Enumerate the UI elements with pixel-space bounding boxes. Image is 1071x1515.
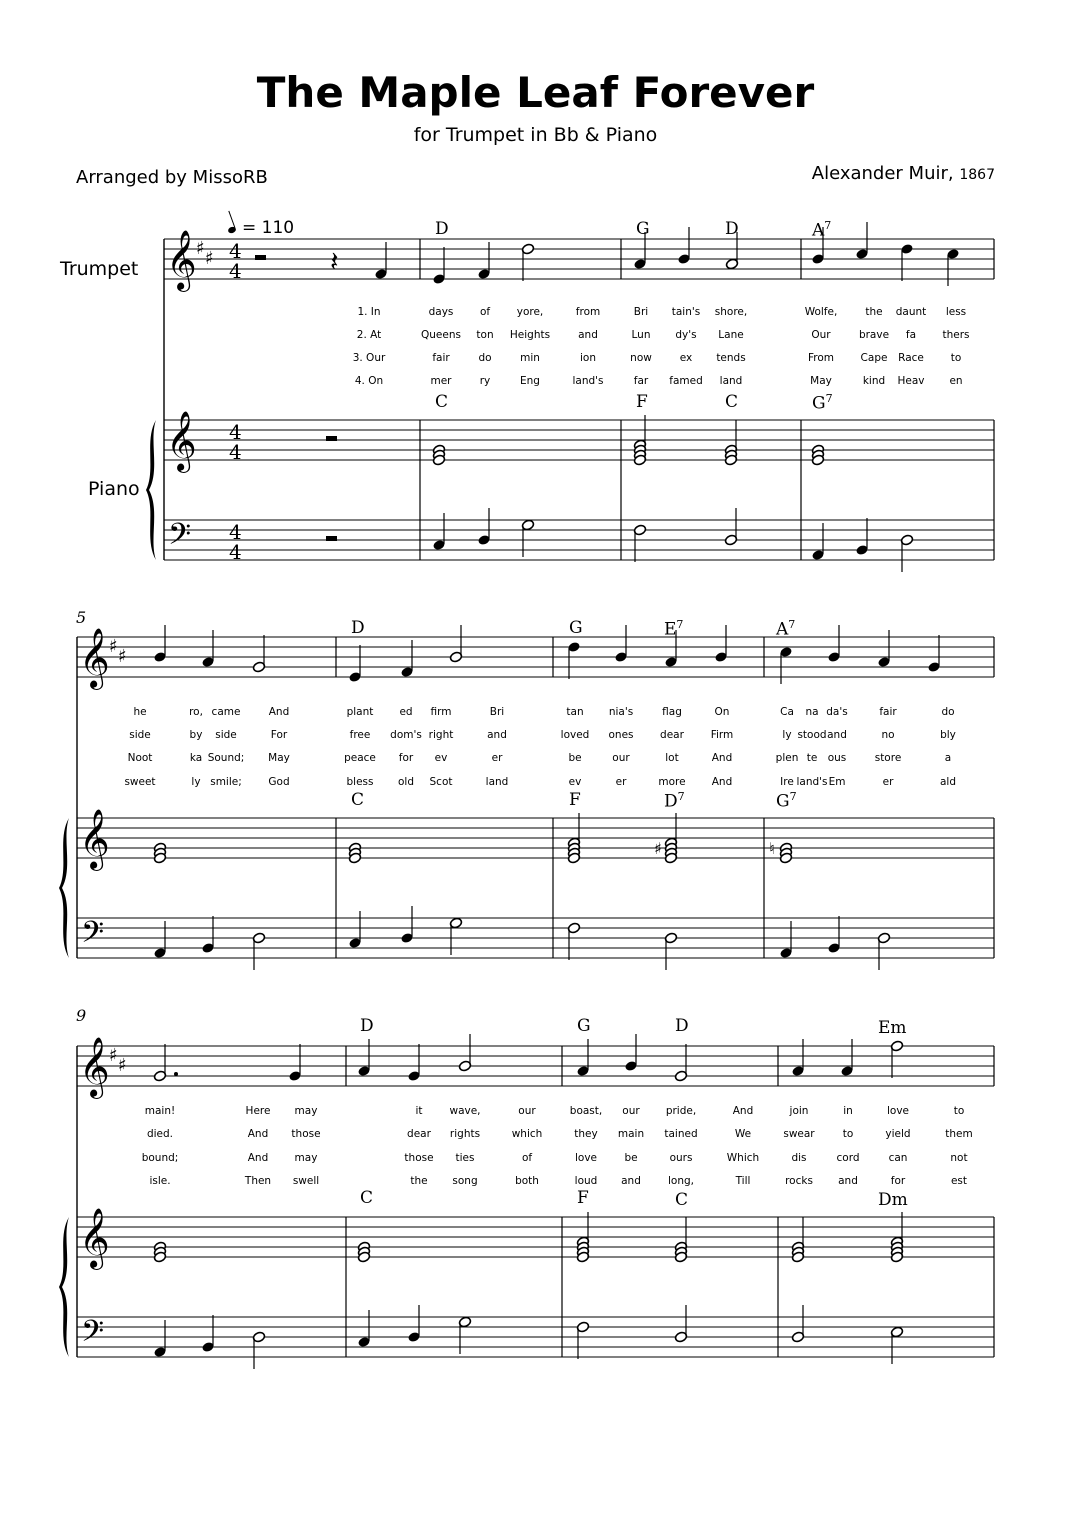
lyric-syllable: ed — [399, 706, 413, 718]
lyric-syllable: daunt — [895, 306, 927, 318]
composer-year: 1867 — [959, 167, 995, 183]
lyric-syllable: plant — [346, 706, 374, 718]
chord-symbol: F — [636, 392, 648, 412]
lyric-syllable: fa — [905, 329, 917, 341]
chord-root: D — [664, 791, 678, 812]
lyric-syllable: land — [719, 375, 743, 387]
lyric-syllable: And — [268, 706, 290, 718]
lyric-syllable: ex — [679, 352, 693, 364]
lyric-syllable: ry — [479, 375, 491, 387]
lyric-syllable: more — [658, 776, 686, 788]
lyric-syllable: right — [428, 729, 454, 741]
lyric-syllable: 3. Our — [352, 352, 386, 364]
lyric-syllable: Queens — [421, 329, 461, 341]
chord-extension: 7 — [789, 790, 797, 803]
lyric-syllable: Then — [244, 1175, 272, 1187]
chord-root: E — [664, 619, 677, 640]
lyric-syllable: God — [268, 776, 290, 788]
half-rest-icon — [255, 255, 266, 260]
brace-icon — [146, 420, 156, 560]
lyric-syllable: from — [575, 306, 601, 318]
lyric-syllable: Here — [245, 1105, 271, 1117]
lyric-syllable: 4. On — [354, 375, 384, 387]
treble-clef-icon: 𝄞 — [79, 1208, 110, 1268]
lyric-syllable: Which — [726, 1152, 760, 1164]
brace-icon — [59, 818, 69, 958]
lyric-syllable: ous — [827, 752, 847, 764]
lyric-syllable: fair — [879, 706, 897, 718]
treble-clef-icon: 𝄞 — [79, 628, 110, 688]
lyric-syllable: land's — [796, 776, 828, 788]
lyric-syllable: Lun — [631, 329, 651, 341]
chord-symbol: D — [725, 219, 739, 239]
lyric-syllable: er — [615, 776, 627, 788]
time-signature-denominator: 4 — [229, 440, 242, 464]
sharp-icon: ♯ — [118, 1055, 127, 1076]
lyric-syllable: Lane — [718, 329, 744, 341]
lyric-syllable: tain's — [671, 306, 701, 318]
sharp-icon: ♯ — [196, 238, 205, 259]
chord-symbol: D — [675, 1016, 689, 1036]
lyric-syllable: firm — [430, 706, 452, 718]
lyric-syllable: both — [515, 1175, 539, 1187]
lyric-syllable: now — [630, 352, 652, 364]
lyric-syllable: main! — [144, 1105, 176, 1117]
lyric-syllable: he — [133, 706, 147, 718]
tempo-value: = 110 — [242, 218, 295, 238]
lyric-syllable: do — [941, 706, 955, 718]
dot-icon — [174, 1072, 178, 1076]
lyric-syllable: dear — [407, 1128, 431, 1140]
bass-clef-icon: 𝄢 — [81, 916, 105, 957]
lyric-syllable: famed — [669, 375, 703, 387]
sharp-icon: ♯ — [205, 248, 214, 269]
lyric-syllable: er — [882, 776, 894, 788]
lyric-syllable: Bri — [489, 706, 505, 718]
lyric-syllable: those — [404, 1152, 434, 1164]
lyric-syllable: isle. — [149, 1175, 171, 1187]
lyric-syllable: tends — [716, 352, 746, 364]
lyric-syllable: and — [578, 329, 598, 341]
score-title: The Maple Leaf Forever — [256, 68, 815, 117]
lyric-syllable: And — [711, 752, 733, 764]
chord-root: A — [812, 220, 825, 241]
chord-symbol: C — [351, 790, 365, 810]
arranger-credit: Arranged by MissoRB — [76, 167, 268, 188]
lyric-syllable: Scot — [429, 776, 453, 788]
lyric-syllable: not — [950, 1152, 968, 1164]
lyric-syllable: for — [890, 1175, 906, 1187]
chord-symbol: F — [577, 1188, 589, 1208]
chord-symbol: D — [435, 219, 449, 239]
lyric-syllable: side — [215, 729, 237, 741]
lyric-syllable: stood — [797, 729, 827, 741]
lyric-syllable: our — [622, 1105, 640, 1117]
lyric-syllable: loved — [560, 729, 590, 741]
chord-symbol: G — [636, 219, 650, 239]
lyric-syllable: may — [294, 1105, 318, 1117]
lyric-syllable: a — [944, 752, 952, 764]
lyric-syllable: And — [732, 1105, 754, 1117]
lyric-syllable: ev — [568, 776, 582, 788]
lyric-syllable: Heights — [509, 329, 551, 341]
piano-label: Piano — [88, 478, 140, 500]
chord-root: A — [776, 619, 789, 640]
measure-number: 5 — [76, 608, 87, 627]
score-subtitle: for Trumpet in Bb & Piano — [413, 124, 658, 146]
lyric-syllable: na — [805, 706, 819, 718]
lyric-syllable: From — [807, 352, 835, 364]
lyric-syllable: fair — [432, 352, 450, 364]
lyric-syllable: dom's — [390, 729, 422, 741]
lyric-syllable: for — [398, 752, 414, 764]
lyric-syllable: our — [612, 752, 630, 764]
lyric-syllable: no — [881, 729, 895, 741]
chord-symbol: C — [435, 392, 449, 412]
chord-symbol: D — [360, 1016, 374, 1036]
lyric-syllable: min — [520, 352, 540, 364]
lyric-syllable: main — [617, 1128, 645, 1140]
lyric-syllable: Bri — [633, 306, 649, 318]
lyric-syllable: dis — [791, 1152, 807, 1164]
lyric-syllable: ev — [434, 752, 448, 764]
lyric-syllable: and — [827, 729, 847, 741]
lyric-syllable: May — [268, 752, 290, 764]
lyric-syllable: and — [838, 1175, 858, 1187]
half-rest-icon — [326, 536, 337, 541]
lyric-syllable: And — [247, 1152, 269, 1164]
chord-extension: 7 — [676, 618, 684, 631]
time-signature-numerator: 4 — [229, 420, 242, 444]
lyric-syllable: ours — [669, 1152, 693, 1164]
lyric-syllable: swell — [292, 1175, 320, 1187]
lyric-syllable: free — [349, 729, 371, 741]
lyric-syllable: do — [478, 352, 492, 364]
lyric-syllable: ald — [939, 776, 957, 788]
lyric-syllable: came — [211, 706, 241, 718]
lyric-syllable: Ca — [780, 706, 794, 718]
lyric-syllable: store — [874, 752, 902, 764]
lyric-syllable: cord — [836, 1152, 860, 1164]
lyric-syllable: ion — [580, 352, 596, 364]
chord-extension: 7 — [788, 618, 796, 631]
chord-extension: 7 — [824, 219, 832, 232]
chord-symbol: C — [675, 1190, 689, 1210]
treble-clef-icon: 𝄞 — [166, 411, 197, 471]
lyric-syllable: long, — [668, 1175, 694, 1187]
lyric-syllable: and — [621, 1175, 641, 1187]
lyric-syllable: the — [865, 306, 883, 318]
lyric-syllable: love — [574, 1152, 598, 1164]
chord-symbol: C — [725, 392, 739, 412]
lyric-syllable: te — [806, 752, 818, 764]
lyric-syllable: which — [511, 1128, 543, 1140]
chord-root: G — [776, 791, 790, 812]
lyric-syllable: to — [950, 352, 962, 364]
composer-name: Alexander Muir, — [811, 163, 954, 184]
lyric-syllable: to — [953, 1105, 965, 1117]
lyric-syllable: less — [945, 306, 967, 318]
lyric-syllable: 1. In — [357, 306, 381, 318]
lyric-syllable: can — [888, 1152, 908, 1164]
chord-symbol: Em — [878, 1018, 907, 1038]
sharp-icon: ♯ — [118, 646, 127, 667]
bass-clef-icon: 𝄢 — [168, 518, 192, 559]
lyric-syllable: On — [714, 706, 730, 718]
lyric-syllable: sweet — [124, 776, 156, 788]
lyric-syllable: loud — [574, 1175, 598, 1187]
time-signature-denominator: 4 — [229, 540, 242, 564]
lyric-syllable: died. — [146, 1128, 174, 1140]
lyric-syllable: ly — [782, 729, 792, 741]
treble-clef-icon: 𝄞 — [79, 1037, 110, 1097]
measure-number: 9 — [76, 1006, 87, 1025]
chord-symbol: D — [351, 618, 365, 638]
lyric-syllable: ly — [191, 776, 201, 788]
sharp-icon: ♯ — [109, 1045, 118, 1066]
lyric-syllable: of — [479, 306, 491, 318]
lyric-syllable: join — [789, 1105, 809, 1117]
lyric-syllable: may — [294, 1152, 318, 1164]
chord-root: G — [812, 393, 826, 414]
lyric-syllable: old — [397, 776, 415, 788]
lyric-syllable: swear — [783, 1128, 815, 1140]
lyric-syllable: wave, — [449, 1105, 481, 1117]
lyric-syllable: est — [950, 1175, 968, 1187]
lyric-syllable: Sound; — [207, 752, 245, 764]
lyric-syllable: shore, — [714, 306, 748, 318]
lyric-syllable: yore, — [516, 306, 544, 318]
lyric-syllable: those — [291, 1128, 321, 1140]
lyric-syllable: side — [129, 729, 151, 741]
lyric-syllable: peace — [344, 752, 376, 764]
lyric-syllable: nia's — [608, 706, 634, 718]
lyric-syllable: And — [711, 776, 733, 788]
lyric-syllable: en — [949, 375, 963, 387]
chord-extension: 7 — [677, 790, 685, 803]
lyric-syllable: land's — [572, 375, 604, 387]
lyric-syllable: ties — [455, 1152, 475, 1164]
lyric-syllable: mer — [430, 375, 452, 387]
lyric-syllable: tan — [566, 706, 584, 718]
treble-clef-icon: 𝄞 — [79, 809, 110, 869]
lyric-syllable: in — [843, 1105, 853, 1117]
lyric-syllable: and — [487, 729, 507, 741]
sharp-icon: ♯ — [109, 636, 118, 657]
lyric-syllable: 2. At — [356, 329, 382, 341]
half-rest-icon — [326, 436, 337, 441]
lyric-syllable: brave — [858, 329, 890, 341]
time-signature-numerator: 4 — [229, 520, 242, 544]
lyric-syllable: the — [410, 1175, 428, 1187]
time-signature-numerator: 4 — [229, 239, 242, 263]
chord-symbol: G — [569, 618, 583, 638]
lyric-syllable: by — [189, 729, 203, 741]
chord-symbol: Dm — [878, 1190, 908, 1210]
lyric-syllable: Eng — [520, 375, 540, 387]
lyric-syllable: lot — [665, 752, 679, 764]
lyric-syllable: May — [810, 375, 832, 387]
lyric-syllable: Our — [811, 329, 831, 341]
lyric-syllable: rocks — [785, 1175, 813, 1187]
lyric-syllable: For — [270, 729, 288, 741]
trumpet-label: Trumpet — [60, 258, 139, 280]
lyric-syllable: flag — [662, 706, 682, 718]
lyric-syllable: they — [574, 1128, 598, 1140]
lyric-syllable: Till — [735, 1175, 751, 1187]
brace-icon — [59, 1217, 69, 1357]
lyric-syllable: them — [945, 1128, 973, 1140]
lyric-syllable: Race — [898, 352, 924, 364]
lyric-syllable: land — [485, 776, 509, 788]
lyric-syllable: bless — [346, 776, 374, 788]
bass-clef-icon: 𝄢 — [81, 1315, 105, 1356]
lyric-syllable: Em — [828, 776, 846, 788]
natural-icon: ♮ — [769, 839, 775, 858]
chord-extension: 7 — [825, 392, 833, 405]
lyric-syllable: Noot — [127, 752, 153, 764]
chord-symbol: G — [577, 1016, 591, 1036]
lyric-syllable: bly — [940, 729, 956, 741]
lyric-syllable: da's — [826, 706, 848, 718]
lyric-syllable: ka — [189, 752, 203, 764]
lyric-syllable: thers — [942, 329, 970, 341]
lyric-syllable: bound; — [141, 1152, 179, 1164]
lyric-syllable: kind — [862, 375, 886, 387]
lyric-syllable: ton — [476, 329, 494, 341]
lyric-syllable: be — [568, 752, 582, 764]
lyric-syllable: ones — [608, 729, 634, 741]
lyric-syllable: Firm — [710, 729, 734, 741]
lyric-syllable: be — [624, 1152, 638, 1164]
lyric-syllable: tained — [664, 1128, 698, 1140]
lyric-syllable: dy's — [675, 329, 697, 341]
lyric-syllable: er — [491, 752, 503, 764]
lyric-syllable: And — [247, 1128, 269, 1140]
lyric-syllable: smile; — [210, 776, 242, 788]
lyric-syllable: pride, — [665, 1105, 697, 1117]
lyric-syllable: plen — [775, 752, 799, 764]
lyric-syllable: Wolfe, — [804, 306, 838, 318]
lyric-syllable: to — [842, 1128, 854, 1140]
treble-clef-icon: 𝄞 — [166, 230, 197, 290]
lyric-syllable: Heav — [897, 375, 925, 387]
lyric-syllable: ro, — [189, 706, 203, 718]
chord-symbol: F — [569, 790, 581, 810]
chord-symbol: C — [360, 1188, 374, 1208]
lyric-syllable: Cape — [860, 352, 888, 364]
lyric-syllable: of — [521, 1152, 533, 1164]
lyric-syllable: love — [886, 1105, 910, 1117]
time-signature-denominator: 4 — [229, 259, 242, 283]
lyric-syllable: Ire — [780, 776, 794, 788]
lyric-syllable: yield — [885, 1128, 911, 1140]
lyric-syllable: days — [428, 306, 454, 318]
lyric-syllable: song — [452, 1175, 478, 1187]
lyric-syllable: dear — [660, 729, 684, 741]
lyric-syllable: boast, — [569, 1105, 603, 1117]
sharp-icon: ♯ — [654, 839, 662, 858]
lyric-syllable: rights — [449, 1128, 481, 1140]
quarter-rest-icon: 𝄽 — [330, 245, 339, 278]
lyric-syllable: it — [415, 1105, 423, 1117]
lyric-syllable: far — [633, 375, 649, 387]
lyric-syllable: We — [734, 1128, 752, 1140]
lyric-syllable: our — [518, 1105, 536, 1117]
